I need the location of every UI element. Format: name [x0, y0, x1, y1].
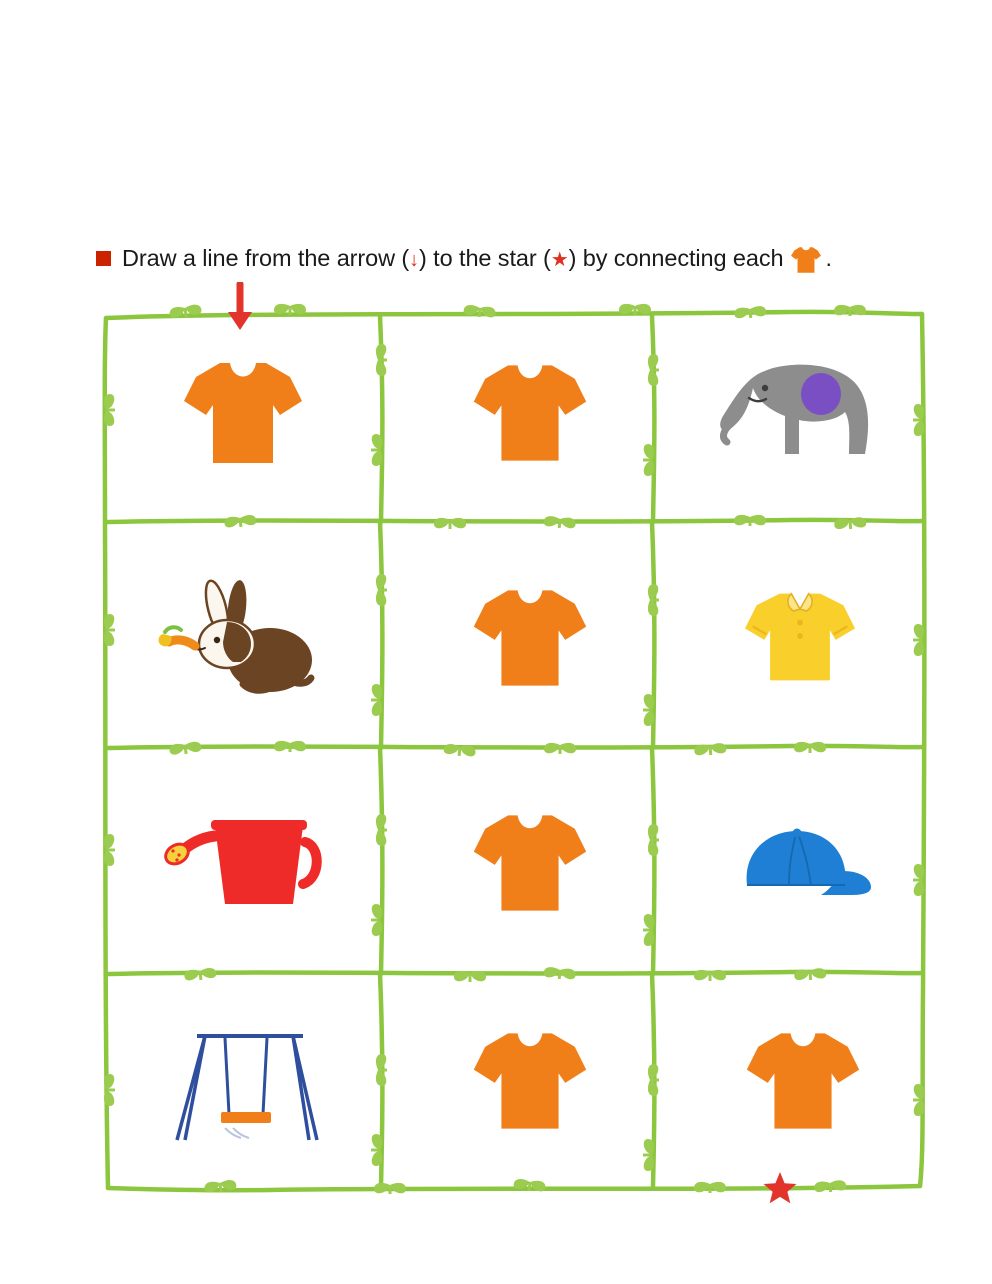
- down-arrow-icon: ↓: [409, 248, 420, 271]
- tshirt-orange-icon: [470, 359, 590, 472]
- maze-board: [90, 290, 940, 1210]
- instruction-text: [122, 245, 783, 272]
- star-icon: ★: [550, 248, 569, 271]
- maze-cell-r3c3: [705, 795, 895, 945]
- tshirt-orange-icon: [470, 809, 590, 922]
- tshirt-icon: [789, 246, 823, 279]
- maze-cell-r1c2: [435, 340, 625, 490]
- rabbit-icon: [155, 578, 325, 703]
- cap-blue-icon: [725, 823, 875, 918]
- elephant-icon: [713, 358, 878, 473]
- maze-cell-r2c3: [705, 565, 895, 715]
- instruction-text-part2: ) to the star (: [419, 244, 551, 271]
- tshirt-orange-icon: [470, 584, 590, 697]
- instruction-row: [96, 238, 926, 278]
- bullet-square-icon: [96, 251, 111, 266]
- tshirt-orange-icon: [180, 357, 306, 474]
- maze-cell-r2c2: [435, 565, 625, 715]
- maze-cell-r2c1: [145, 565, 335, 715]
- maze-end-star: [762, 1170, 798, 1206]
- tshirt-orange-icon: [743, 1027, 863, 1140]
- maze-cell-r4c2: [435, 1008, 625, 1158]
- swing-set-icon: [163, 1028, 323, 1153]
- maze-cell-r1c1: [148, 340, 338, 490]
- instruction-text-part3: ) by connecting each: [568, 244, 784, 271]
- maze-start-arrow: [220, 282, 260, 332]
- tshirt-orange-icon: [470, 1027, 590, 1140]
- blouse-yellow-icon: [737, 584, 863, 697]
- instruction-text-part1: Draw a line from the arrow (: [122, 244, 410, 271]
- maze-cell-r4c1: [148, 1015, 338, 1165]
- instruction-period: .: [825, 244, 832, 271]
- maze-cell-r3c1: [148, 790, 338, 940]
- maze-cell-r3c2: [435, 790, 625, 940]
- watering-can-icon: [163, 808, 323, 923]
- maze-cell-r4c3: [708, 1008, 898, 1158]
- maze-cell-r1c3: [700, 340, 890, 490]
